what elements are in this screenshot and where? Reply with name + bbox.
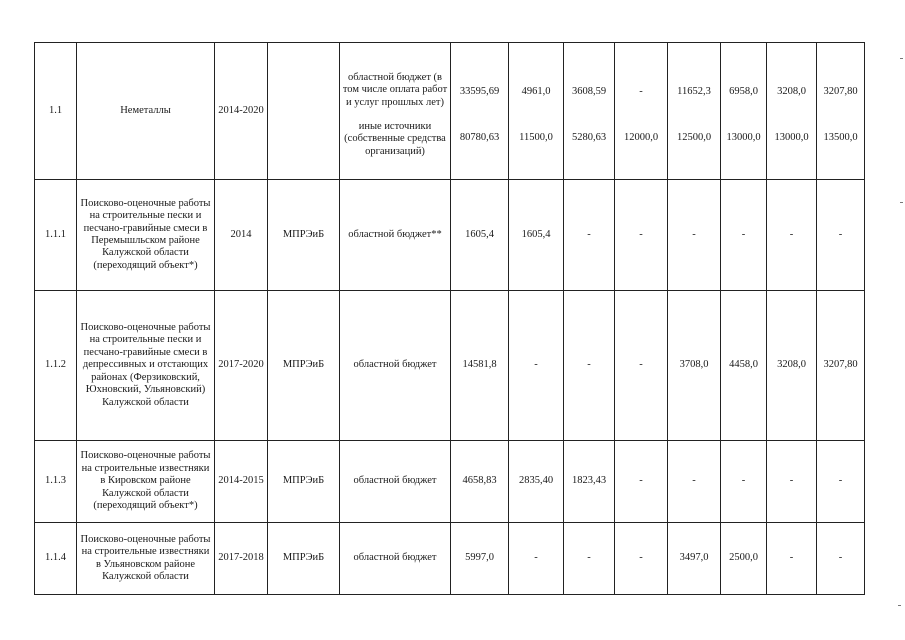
total-value: 5997,0 [451, 523, 509, 595]
year-value: - [639, 85, 643, 97]
year-value: - [509, 291, 564, 441]
row-executor: МПРЭиБ [268, 523, 340, 595]
year-value: - [615, 291, 668, 441]
row-executor: МПРЭиБ [268, 291, 340, 441]
funding-source: областной бюджет (в том числе оплата работ и услуг прошлых лет) [342, 71, 448, 108]
year-value: - [615, 441, 668, 523]
year-value: - [668, 441, 721, 523]
total-value: 1605,4 [451, 180, 509, 291]
year-value: 4458,0 [721, 291, 767, 441]
year-value: 5280,63 [571, 132, 607, 143]
table-row [35, 291, 865, 441]
funding-source: областной бюджет [340, 441, 451, 523]
table-row [35, 523, 865, 595]
row-executor: МПРЭиБ [268, 180, 340, 291]
year-value: - [817, 523, 865, 595]
year-value: 3497,0 [668, 523, 721, 595]
year-value: 13000,0 [774, 132, 809, 143]
year-cell [767, 43, 817, 180]
row-name: Поисково-оценочные работы на строительные известняки в Кировском районе Калужской области (переходящий объект*) [77, 441, 215, 523]
year-value: 3208,0 [777, 85, 806, 97]
total-value: 80780,63 [459, 132, 500, 143]
year-value: - [615, 180, 668, 291]
year-value: - [615, 523, 668, 595]
row-years: 2017-2020 [215, 291, 268, 441]
row-years: 2014-2015 [215, 441, 268, 523]
year-value: - [721, 441, 767, 523]
row-name: Неметаллы [77, 43, 215, 180]
year-value: 13000,0 [726, 132, 761, 143]
year-value: 4961,0 [521, 85, 551, 97]
row-years: 2014-2020 [215, 43, 268, 180]
year-value: 12500,0 [676, 132, 712, 143]
row-name: Поисково-оценочные работы на строительные пески и песчано-гравийные смеси в Перемышльском районе Калужской области (переходящий объект*) [77, 180, 215, 291]
row-name: Поисково-оценочные работы на строительные известняки в Ульяновском районе Калужской области [77, 523, 215, 595]
total-value: 14581,8 [451, 291, 509, 441]
year-value: - [767, 523, 817, 595]
row-number: 1.1.2 [35, 291, 77, 441]
year-cell [721, 43, 767, 180]
year-value: - [767, 441, 817, 523]
funding-source: областной бюджет [340, 291, 451, 441]
year-value: - [817, 441, 865, 523]
year-value: 3708,0 [668, 291, 721, 441]
year-cell [817, 43, 865, 180]
total-value: 4658,83 [451, 441, 509, 523]
table-row [35, 441, 865, 523]
year-value: 3208,0 [767, 291, 817, 441]
year-cell [615, 43, 668, 180]
row-name: Поисково-оценочные работы на строительные пески и песчано-гравийные смеси в депрессивных и отстающих районах (Ферзиковский, Юхновский, Ульяновский) Калужской области [77, 291, 215, 441]
year-value: 3207,80 [817, 291, 865, 441]
source-cell [340, 43, 451, 180]
year-value: - [817, 180, 865, 291]
year-value: 11652,3 [677, 85, 711, 97]
year-value: - [721, 180, 767, 291]
year-value: - [509, 523, 564, 595]
table-row [35, 180, 865, 291]
year-value: 3207,80 [823, 85, 858, 97]
year-cell [668, 43, 721, 180]
year-value: - [564, 523, 615, 595]
scan-mark [898, 605, 901, 606]
row-executor [268, 43, 340, 180]
row-number: 1.1 [35, 43, 77, 180]
row-years: 2014 [215, 180, 268, 291]
row-number: 1.1.1 [35, 180, 77, 291]
year-value: - [564, 180, 615, 291]
funding-source: областной бюджет** [340, 180, 451, 291]
year-value: - [668, 180, 721, 291]
scan-mark [900, 58, 903, 59]
year-value: 6958,0 [729, 85, 758, 97]
row-number: 1.1.3 [35, 441, 77, 523]
budget-table [34, 42, 865, 595]
year-value: - [564, 291, 615, 441]
table-row [35, 43, 865, 180]
year-value: 1823,43 [564, 441, 615, 523]
total-cell [451, 43, 509, 180]
funding-source: областной бюджет [340, 523, 451, 595]
year-value: 3608,59 [571, 85, 607, 97]
year-cell [509, 43, 564, 180]
year-value: 2835,40 [509, 441, 564, 523]
row-number: 1.1.4 [35, 523, 77, 595]
total-value: 33595,69 [459, 85, 500, 97]
year-value: 1605,4 [509, 180, 564, 291]
row-executor: МПРЭиБ [268, 441, 340, 523]
year-value: 2500,0 [721, 523, 767, 595]
scan-mark [900, 202, 903, 203]
year-value: 12000,0 [623, 132, 659, 143]
year-cell [564, 43, 615, 180]
year-value: 11500,0 [519, 132, 553, 143]
year-value: - [767, 180, 817, 291]
funding-source: иные источники (собственные средства организаций) [344, 121, 446, 157]
year-value: 13500,0 [823, 132, 858, 143]
row-years: 2017-2018 [215, 523, 268, 595]
